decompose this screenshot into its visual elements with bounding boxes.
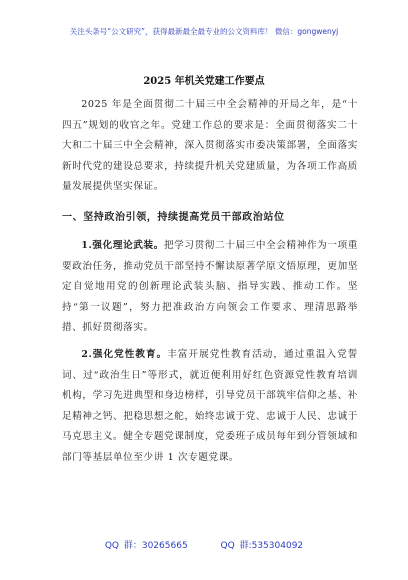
item-1-lead: 1.强化理论武装。: [81, 239, 164, 251]
item-1-text: 把学习贯彻二十届三中全会精神作为一项重要政治任务，推动党员干部坚持不懈读原著学原文悟原理，更加坚定自觉地用党的创新理论武装头脑、指导实践、推动工作。坚持“第一议题”，努力把准政治方向领会工作要求、理清思路举措、抓好贯彻落实。: [62, 239, 358, 334]
footer-qq-group-2: QQ 群:535304092: [220, 541, 304, 551]
section-heading: 一、坚持政治引领，持续提高党员干部政治站位: [62, 211, 285, 223]
footer: [0, 538, 408, 551]
header-promo: 关注头条号“公文研究”，获得最新最全最专业的公文资料库！ 微信：gongwenyj: [69, 27, 339, 36]
document-body: [62, 95, 358, 469]
item-1-paragraph: [62, 236, 358, 339]
item-2-text: 丰富开展党性教育活动，通过重温入党誓词、过“政治生日”等形式，就近便利用好红色资源党性教育培训机构，学习先进典型和身边榜样，引导党员干部筑牢信仰之基、补足精神之钙、把稳思想之舵，始终忠诚于党、忠诚于人民、忠诚于马克思主义。健全专题党课制度，党委班子成员每年到分管领域和部门等基层单位至少讲 1 次专题党课。: [62, 348, 358, 463]
item-2-paragraph: [62, 345, 358, 469]
intro-paragraph: 2025 年是全面贯彻二十届三中全会精神的开局之年，是“十四五”规划的收官之年。党建工作总的要求是：全面贯彻落实二十大和二十届三中全会精神，深入贯彻落实市委决策部署，全面落实新时代党的建设总要求，持续提升机关党建质量，为各项工作高质量发展提供坚实保证。: [62, 99, 358, 193]
footer-qq-group-1: QQ 群：30265665: [104, 541, 188, 551]
document-title: 2025 年机关党建工作要点: [143, 76, 265, 87]
item-2-lead: 2.强化党性教育。: [81, 348, 168, 360]
